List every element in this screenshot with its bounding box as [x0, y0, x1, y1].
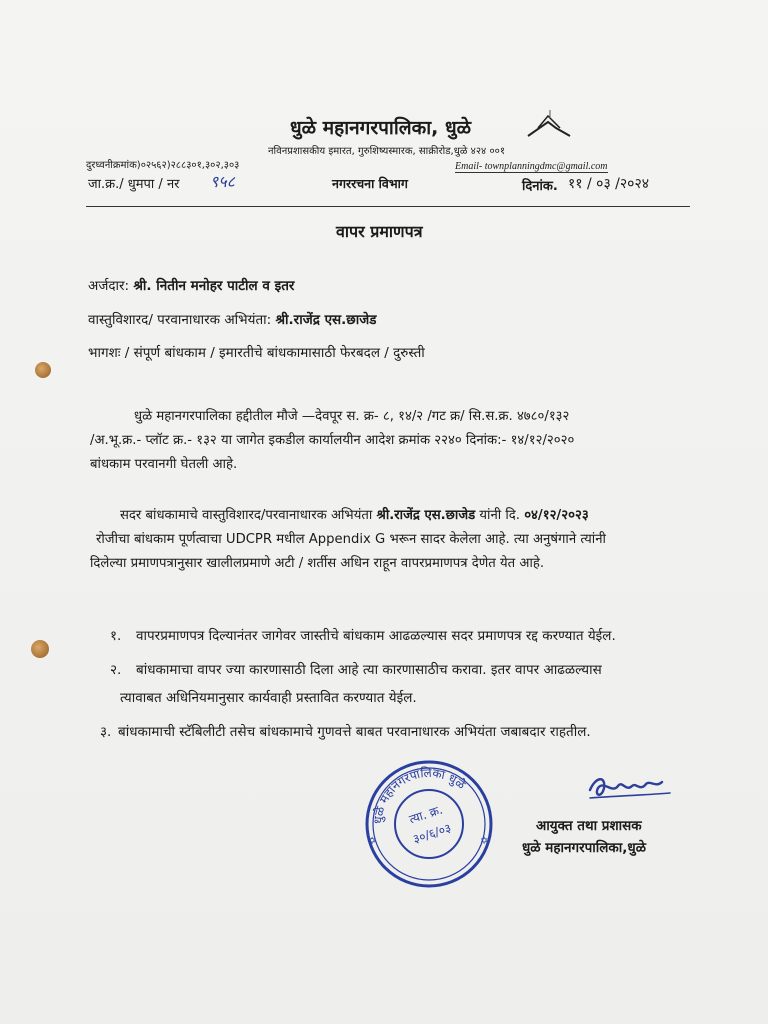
paragraph-2-line-2: रोजीचा बांधकाम पूर्णत्वाचा UDCPR मधील Appendix G भरून सादर केलेला आहे. त्या अनुषंगाने त्यांनी [96, 532, 606, 547]
signatory-organization: धुळे महानगरपालिका,धुळे [522, 840, 646, 856]
paragraph-1-line-3: बांधकाम परवानगी घेतली आहे. [90, 457, 238, 472]
paragraph-1-line-2: /अ.भू.क्र.- प्लॉट क्र.- १३२ या जागेत इकडील कार्यालयीन आदेश क्रमांक २२४० दिनांक:- १४/१२/२०२० [90, 433, 575, 448]
seal-ring-text: धुळे महानगरपालिका धुळे [370, 765, 469, 825]
paragraph-2-text-a: सदर बांधकामाचे वास्तुविशारद/परवानाधारक अभियंता [120, 508, 373, 523]
paragraph-1 [90, 405, 710, 477]
portion-row: भागशः / संपूर्ण बांधकाम / इमारतीचे बांधकामासाठी फेरबदल / दुरुस्ती [88, 345, 425, 361]
seal-center-line-1: त्या. क्र. [407, 802, 445, 827]
condition-item [110, 656, 602, 712]
paragraph-2-engineer: श्री.राजेंद्र एस.छाजेड [376, 508, 476, 523]
phone-numbers: दुरध्वनीक्रमांक)०२५६२)२८८३०१,३०२,३०३ [86, 160, 240, 171]
engineer-name: श्री.राजेंद्र एस.छाजेड [275, 312, 377, 328]
date-label: दिनांक. [522, 179, 558, 194]
engineer-row [88, 310, 377, 328]
seal-star-left-icon: ✡ [368, 836, 377, 847]
handwritten-signature [586, 768, 676, 808]
reference-number: ९५८ [210, 172, 235, 191]
official-seal-stamp [354, 758, 504, 888]
punch-hole-top [35, 362, 51, 378]
paragraph-2 [90, 504, 710, 576]
paragraph-2-date: ०४/१२/२०२३ [524, 508, 589, 523]
condition-text: वापरप्रमाणपत्र दिल्यानंतर जागेवर जास्तीचे बांधकाम आढळल्यास सदर प्रमाणपत्र रद्द करण्यात येईल. [136, 628, 616, 644]
reference-prefix: जा.क्र./ धुमपा / नर [88, 177, 180, 192]
condition-text: बांधकामाची स्टॅबिलीटी तसेच बांधकामाचे गुणवत्ते बाबत परवानाधारक अभियंता जबाबदार राहतील. [118, 724, 591, 740]
date-value: ११ / ०३ /२०२४ [568, 176, 650, 192]
condition-item [110, 624, 616, 648]
paragraph-2-line-1 [90, 504, 710, 528]
condition-number: १. [110, 628, 122, 644]
paragraph-1-line-1: धुळे महानगरपालिका हद्दीतील मौजे —देवपूर स. क्र- ८, १४/२ /गट क्र/ सि.स.क्र. ४७८०/१३२ [134, 409, 570, 424]
applicant-name: श्री. नितीन मनोहर पाटील व इतर [133, 278, 295, 294]
punch-hole-bottom [31, 640, 49, 658]
applicant-row [88, 276, 294, 294]
condition-text: त्यावाबत अधिनियमानुसार कार्यवाही प्रस्तावित करण्यात येईल. [120, 690, 417, 706]
department-name: नगररचना विभाग [332, 176, 408, 191]
condition-number: २. [110, 662, 122, 678]
condition-number: ३. [100, 724, 112, 740]
condition-text: बांधकामाचा वापर ज्या कारणासाठी दिला आहे त्या कारणासाठीच करावा. इतर वापर आढळल्यास [136, 662, 602, 678]
seal-star-right-icon: ✡ [480, 836, 489, 847]
signatory-title: आयुक्त तथा प्रशासक [536, 818, 642, 834]
seal-center-line-2: ३०/६/०३ [411, 820, 453, 847]
engineer-label: वास्तुविशारद/ परवानाधारक अभियंता: [88, 312, 272, 328]
header-divider [86, 206, 690, 207]
org-address: नविनप्रशासकीय इमारत, गुरुशिष्यस्मारक, साक्रीरोड,धुळे ४२४ ००१ [268, 146, 506, 157]
document-title: वापर प्रमाणपत्र [336, 222, 423, 241]
mountain-logo-icon [522, 106, 576, 142]
email-address: Email- townplanningdmc@gmail.com [455, 161, 608, 172]
paragraph-2-line-3: दिलेल्या प्रमाणपत्रानुसार खालीलप्रमाणे अटी / शर्तीस अधिन राहून वापरप्रमाणपत्र देणेत येत आहे. [90, 556, 545, 571]
condition-item [100, 720, 591, 744]
applicant-label: अर्जदार: [88, 278, 130, 294]
paragraph-2-text-c: यांनी दि. [479, 508, 520, 523]
org-title: धुळे महानगरपालिका, धुळे [290, 117, 472, 139]
